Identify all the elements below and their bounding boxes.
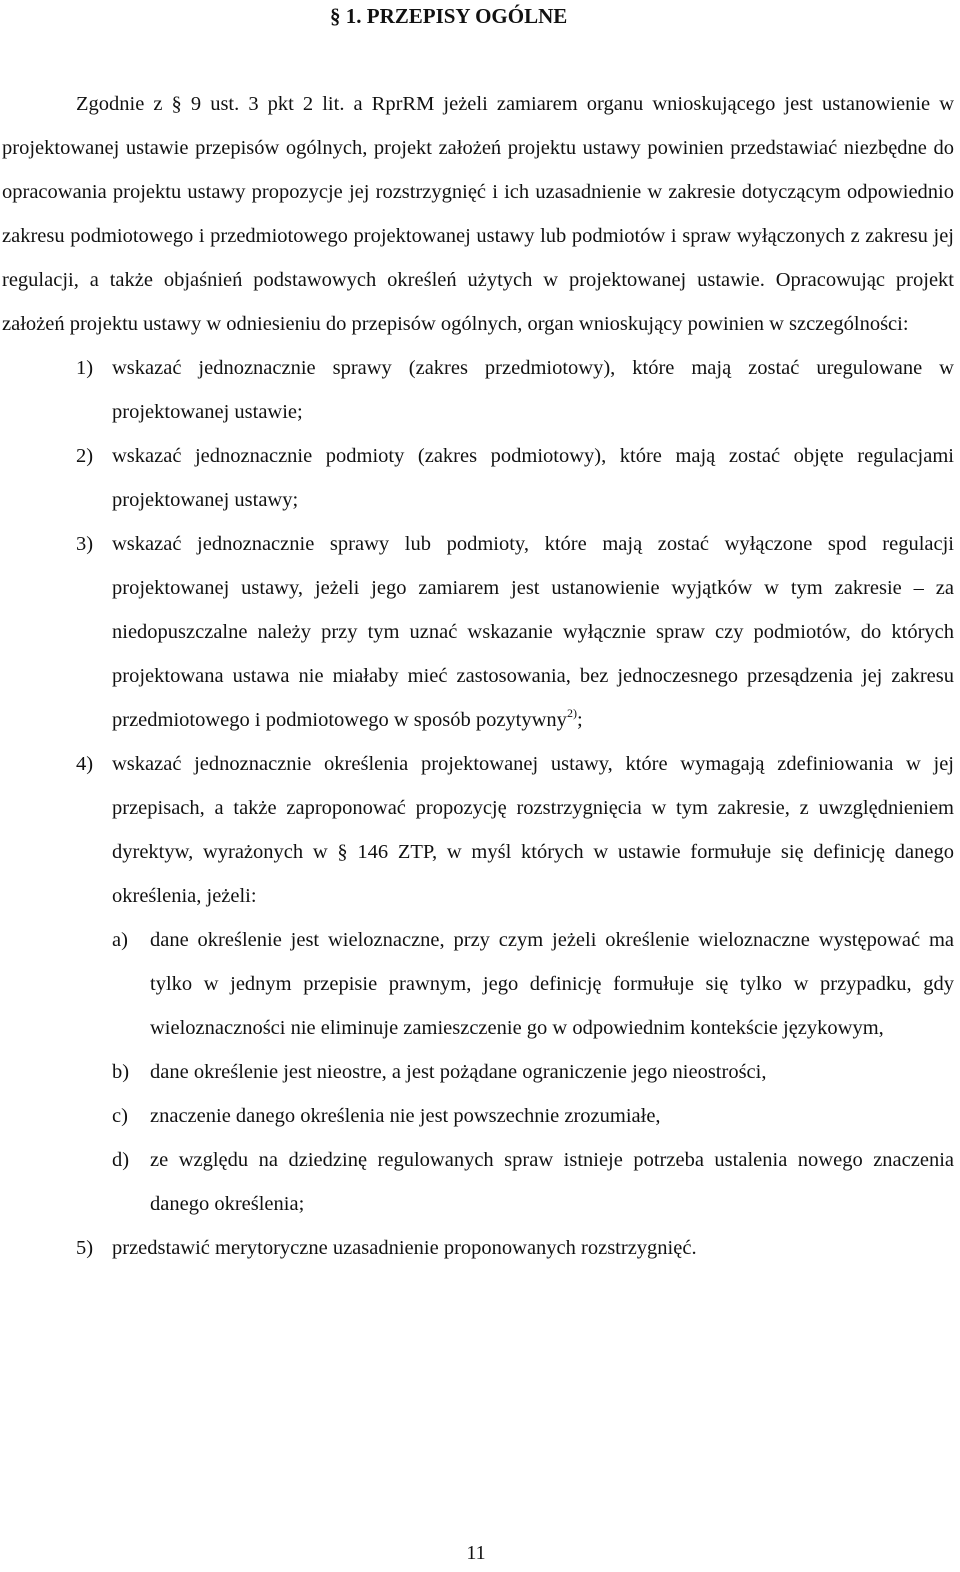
subitem-letter: d) [112, 1149, 130, 1171]
item-text: przedstawić merytoryczne uzasadnienie proponowanych rozstrzygnięć. [112, 1237, 697, 1259]
subitem-text: ze względu na dziedzinę regulowanych spraw istnieje potrzeba ustalenia nowego znaczenia danego określenia; [150, 1149, 954, 1215]
list-item [2, 1226, 954, 1270]
document-body [2, 82, 954, 1270]
item-number: 2) [76, 445, 94, 467]
item-text: wskazać jednoznacznie sprawy lub podmioty, które mają zostać wyłączone spod regulacji projektowanej ustawy, jeżeli jego zamiarem jest ustanowienie wyjątków w tym zakresie – za niedopuszczalne należy przy tym uznać wskazanie wyłącznie spraw czy podmiotów, do których projektowana ustawa nie miałaby mieć zastosowania, bez jednoczesnego przesądzenia jej zakresu przedmiotowego i podmiotowego w sposób pozytywny [112, 533, 954, 731]
footnote-marker: 2) [566, 706, 577, 720]
section-title: 1. PRZEPISY OGÓLNE [345, 4, 568, 28]
item-number: 5) [76, 1237, 94, 1259]
item-text: wskazać jednoznacznie określenia projektowanej ustawy, które wymagają zdefiniowania w jej przepisach, a także zaproponować propozycję rozstrzygnięcia w tym zakresie, z uwzględnieniem dyrektyw, wyrażonych w § 146 ZTP, w myśl których w ustawie formułuje się definicję danego określenia, jeżeli: [112, 753, 954, 907]
list-item [2, 522, 954, 742]
section-heading [330, 3, 567, 29]
item-text: wskazać jednoznacznie podmioty (zakres podmiotowy), które mają zostać objęte regulacjami projektowanej ustawy; [112, 445, 954, 511]
item-tail: ; [576, 709, 583, 731]
list-item [2, 346, 954, 434]
item-number: 1) [76, 357, 94, 379]
list-item [2, 434, 954, 522]
item-text: wskazać jednoznacznie sprawy (zakres przedmiotowy), które mają zostać uregulowane w projektowanej ustawie; [112, 357, 954, 423]
subitem-text: dane określenie jest nieostre, a jest pożądane ograniczenie jego nieostrości, [150, 1061, 767, 1083]
sublist-item [2, 1138, 954, 1226]
subitem-letter: b) [112, 1061, 130, 1083]
item-number: 3) [76, 533, 94, 555]
sublist-item [2, 918, 954, 1050]
subitem-letter: a) [112, 929, 128, 951]
sublist-item [2, 1050, 954, 1094]
sublist-item [2, 1094, 954, 1138]
subitem-text: znaczenie danego określenia nie jest powszechnie zrozumiałe, [150, 1105, 661, 1127]
item-number: 4) [76, 753, 94, 775]
requirements-list [2, 346, 954, 1270]
section-mark: § [330, 4, 341, 28]
definition-conditions-list [112, 918, 954, 1226]
page-number: 11 [466, 1542, 486, 1564]
intro-paragraph: Zgodnie z § 9 ust. 3 pkt 2 lit. a RprRM jeżeli zamiarem organu wnioskującego jest ustanowienie w projektowanej ustawie przepisów ogólnych, projekt założeń projektu ustawy powinien przedstawiać niezbędne do opracowania projektu ustawy propozycje jej rozstrzygnięć i ich uzasadnienie w zakresie dotyczącym odpowiednio zakresu podmiotowego i przedmiotowego projektowanej ustawy lub podmiotów i spraw wyłączonych z zakresu jej regulacji, a także objaśnień podstawowych określeń użytych w projektowanej ustawie. Opracowując projekt założeń projektu ustawy w odniesieniu do przepisów ogólnych, organ wnioskujący powinien w szczególności: [2, 93, 954, 335]
list-item [2, 742, 954, 1226]
subitem-letter: c) [112, 1105, 128, 1127]
subitem-text: dane określenie jest wieloznaczne, przy czym jeżeli określenie wieloznaczne występować ma tylko w jednym przepisie prawnym, jego definicję formułuje się tylko w przypadku, gdy wieloznaczności nie eliminuje zamieszczenie go w odpowiednim kontekście językowym, [150, 929, 954, 1039]
